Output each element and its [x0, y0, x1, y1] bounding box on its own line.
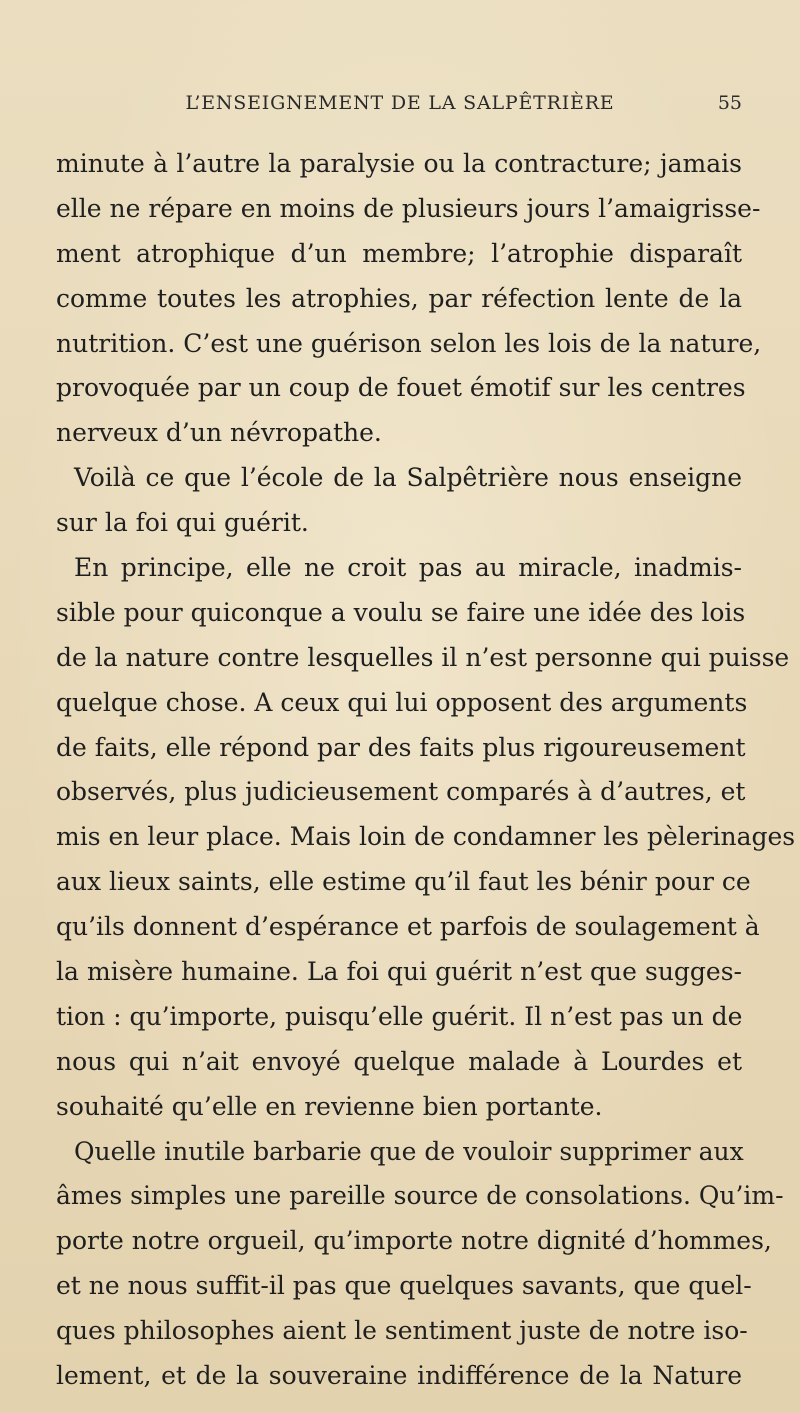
text-line: elle ne répare en moins de plusieurs jours l’amaigrisse-: [56, 193, 761, 223]
text-line: de la nature contre lesquelles il n’est personne qui puisse: [56, 642, 790, 672]
running-title: L’ENSEIGNEMENT DE LA SALPÊTRIÈRE: [185, 92, 615, 114]
text-line: ques philosophes aient le sentiment juste de notre iso-: [56, 1316, 748, 1346]
text-line: mis en leur place. Mais loin de condamner les pèlerinages: [56, 822, 796, 852]
text-line: ment atrophique d’un membre; l’atrophie disparaît: [56, 238, 742, 268]
page-number: 55: [717, 92, 742, 114]
text-line: sible pour quiconque a voulu se faire une idée des lois: [56, 597, 746, 627]
text-line: provoquée par un coup de fouet émotif sur les centres: [56, 373, 746, 403]
text-line: nous qui n’ait envoyé quelque malade à Lourdes et: [56, 1046, 742, 1076]
text-line: la misère humaine. La foi qui guérit n’est que sugges-: [56, 957, 742, 987]
text-line: qu’ils donnent d’espérance et parfois de soulagement à: [56, 912, 760, 942]
text-line: tion : qu’importe, puisqu’elle guérit. Il n’est pas un de: [56, 1001, 743, 1031]
text-line: sur la foi qui guérit.: [56, 508, 309, 538]
text-line: nutrition. C’est une guérison selon les lois de la nature,: [56, 328, 762, 358]
text-line: porte notre orgueil, qu’importe notre dignité d’hommes,: [56, 1226, 772, 1256]
body-text: [56, 142, 796, 1399]
text-line: En principe, elle ne croit pas au miracle, inadmis-: [74, 553, 742, 583]
text-line: et ne nous suffit-il pas que quelques savants, que quel-: [56, 1271, 752, 1301]
text-line: souhaité qu’elle en revienne bien portante.: [56, 1091, 603, 1121]
text-line: nerveux d’un névropathe.: [56, 418, 382, 448]
text-line: aux lieux saints, elle estime qu’il faut les bénir pour ce: [56, 867, 751, 897]
page-header: [56, 92, 744, 122]
text-line: âmes simples une pareille source de consolations. Qu’im-: [56, 1181, 784, 1211]
text-line: de faits, elle répond par des faits plus rigoureusement: [56, 732, 746, 762]
text-line: Quelle inutile barbarie que de vouloir supprimer aux: [74, 1136, 744, 1166]
text-line: quelque chose. A ceux qui lui opposent des arguments: [56, 687, 748, 717]
text-line: observés, plus judicieusement comparés à d’autres, et: [56, 777, 746, 807]
text-line: Voilà ce que l’école de la Salpêtrière nous enseigne: [74, 463, 742, 493]
text-line: comme toutes les atrophies, par réfection lente de la: [56, 283, 742, 313]
text-line: minute à l’autre la paralysie ou la contracture; jamais: [56, 149, 742, 178]
text-line: lement, et de la souveraine indifférence de la Nature: [56, 1361, 742, 1391]
